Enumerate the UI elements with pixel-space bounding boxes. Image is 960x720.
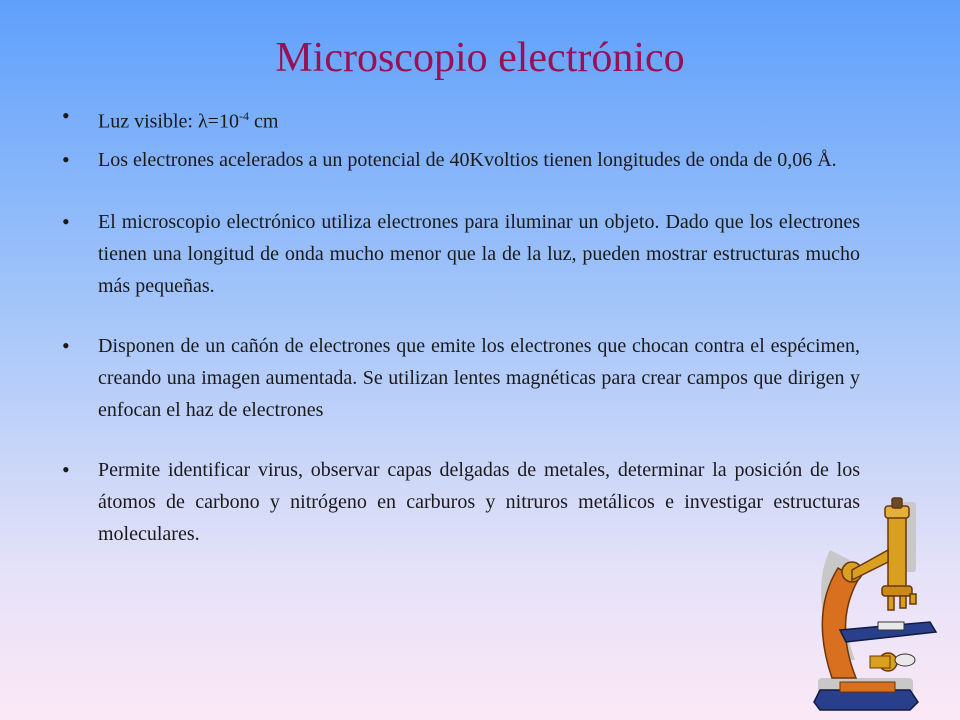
bullet-visible-light-exponent: -4 bbox=[238, 109, 249, 123]
microscope-icon bbox=[800, 490, 950, 715]
bullet-electron-microscope: • El microscopio electrónico utiliza electrones para iluminar un objeto. Dado que los electrones tienen una longitud de onda mucho menor que la de la luz, pueden mostrar estructuras mucho más pequeñas. bbox=[60, 206, 860, 302]
bullet-visible-light-unit: cm bbox=[248, 110, 279, 133]
slide-title: Microscopio electrónico bbox=[275, 35, 685, 81]
bullet-applications: • Permite identificar virus, observar capas delgadas de metales, determinar la posición de los átomos de carbono y nitrógeno en carburos y nitruros metálicos e investigar estructuras moleculares. bbox=[60, 454, 860, 550]
bullet-visible-light-text: Luz visible: λ=10 bbox=[98, 110, 239, 133]
bullet-electron-wavelength: • Los electrones acelerados a un potencial de 40Kvoltios tienen longitudes de onda de 0,06 Å. bbox=[60, 144, 860, 176]
bullet-electron-gun: • Disponen de un cañón de electrones que emite los electrones que chocan contra el espécimen, creando una imagen aumentada. Se utilizan lentes magnéticas para crear campos que dirigen y enfocan el haz de electrones bbox=[60, 330, 860, 426]
bullet-list bbox=[60, 100, 860, 550]
bullet-visible-light bbox=[60, 100, 860, 138]
